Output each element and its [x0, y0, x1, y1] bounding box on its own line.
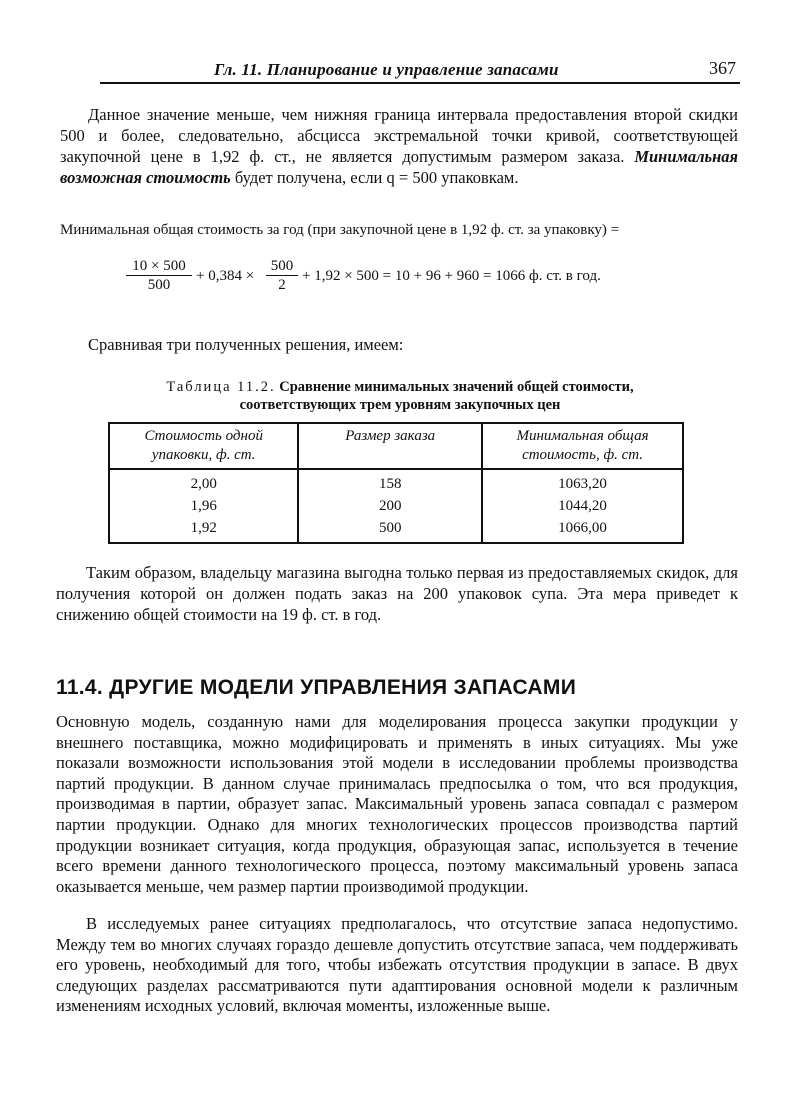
- table-header-row: [109, 423, 683, 469]
- table-cell: 158: [298, 469, 482, 495]
- section-paragraph-1: Основную модель, созданную нами для моделирования процесса закупки продукции у внешнего поставщика, можно модифицировать и применять в иных ситуациях. Мы уже показали возможности использования этой модели в исследовании проблемы производства партий продукции. В данном случае принималась предпосылка о том, что вся продукция, производимая в партии, образует запас. Максимальный уровень запаса совпадал с размером партии продукции. Однако для многих технологических процессов производства партий продукции возникает ситуация, когда продукция, образующая запас, используется в течение всего времени данного технологического процесса, поэтому максимальный уровень запаса оказывается меньше, чем размер партии производимой продукции.: [56, 712, 738, 896]
- table-cell: 200: [298, 495, 482, 517]
- table-row: [109, 517, 683, 543]
- formula-middle: + 0,384 ×: [196, 268, 255, 284]
- paragraph-conclusion: Таким образом, владельцу магазина выгодна только первая из предоставляемых скидок, для получения которой он должен подать заказ на 200 упаковок супа. Эта мера приведет к снижению общей стоимости на 19 ф. ст. в год.: [56, 563, 738, 624]
- page-number: 367: [709, 58, 736, 78]
- section-paragraph-2: В исследуемых ранее ситуациях предполагалось, что отсутствие запаса недопустимо. Между тем во многих случаях гораздо дешевле допустить отсутствие запаса, чем поддерживать его уровень, необходимый для того, чтобы избежать отсутствия продукции в запасе. В двух следующих разделах рассматриваются пути адаптирования основной модели к различным изменениям исходных условий, включая моменты, изложенные выше.: [56, 914, 738, 1016]
- table-title-line-1: Сравнение минимальных значений общей стоимости,: [279, 379, 634, 395]
- table-cell: 1,92: [109, 517, 298, 543]
- table-title-line-2: соответствующих трем уровням закупочных цен: [239, 397, 561, 413]
- table-row: [109, 495, 683, 517]
- table-cell: 1063,20: [482, 469, 683, 495]
- column-header-unit-cost: Стоимость одной упаковки, ф. ст.: [109, 423, 298, 469]
- table-caption: [110, 378, 690, 414]
- table-row: [109, 469, 683, 495]
- column-header-order-size: Размер заказа: [298, 423, 482, 469]
- table-cell: 2,00: [109, 469, 298, 495]
- formula-tail: + 1,92 × 500 = 10 + 96 + 960 = 1066 ф. ст. в год.: [302, 268, 601, 284]
- fraction-2: [266, 257, 298, 294]
- paragraph-text: Данное значение меньше, чем нижняя граница интервала предоставления второй скидки 500 и более, следовательно, абсцисса экстремальной точки кривой, соответствующей закупочной цене в 1,92 ф. ст., не является допустимым размером заказа.: [60, 105, 738, 166]
- table-cell: 1044,20: [482, 495, 683, 517]
- paragraph-compare: Сравнивая три полученных решения, имеем:: [88, 335, 404, 354]
- fraction-1: [126, 257, 192, 294]
- emphasis-min-cost: Минимальная возможная стоимость: [60, 147, 738, 187]
- paragraph-text: будет получена, если q = 500 упаковкам.: [230, 168, 519, 187]
- table-cell: 1,96: [109, 495, 298, 517]
- table-cell: 1066,00: [482, 517, 683, 543]
- column-header-min-total-cost: Минимальная общая стоимость, ф. ст.: [482, 423, 683, 469]
- section-heading: 11.4. ДРУГИЕ МОДЕЛИ УПРАВЛЕНИЯ ЗАПАСАМИ: [56, 676, 577, 699]
- running-head: [100, 56, 740, 84]
- table-caption-line-1: [110, 378, 690, 396]
- running-title: Гл. 11. Планирование и управление запасами: [214, 60, 559, 79]
- paragraph-min-cost-line: Минимальная общая стоимость за год (при закупочной цене в 1,92 ф. ст. за упаковку) =: [60, 222, 620, 238]
- cost-comparison-table: [108, 422, 684, 544]
- fraction-denominator: 500: [147, 277, 171, 293]
- table-cell: 500: [298, 517, 482, 543]
- fraction-denominator: 2: [278, 277, 286, 293]
- fraction-numerator: 500: [266, 257, 298, 276]
- table-label: Таблица 11.2.: [166, 379, 276, 395]
- paragraph-discount-analysis: [60, 104, 738, 188]
- formula: [126, 257, 686, 297]
- fraction-numerator: 10 × 500: [126, 257, 192, 276]
